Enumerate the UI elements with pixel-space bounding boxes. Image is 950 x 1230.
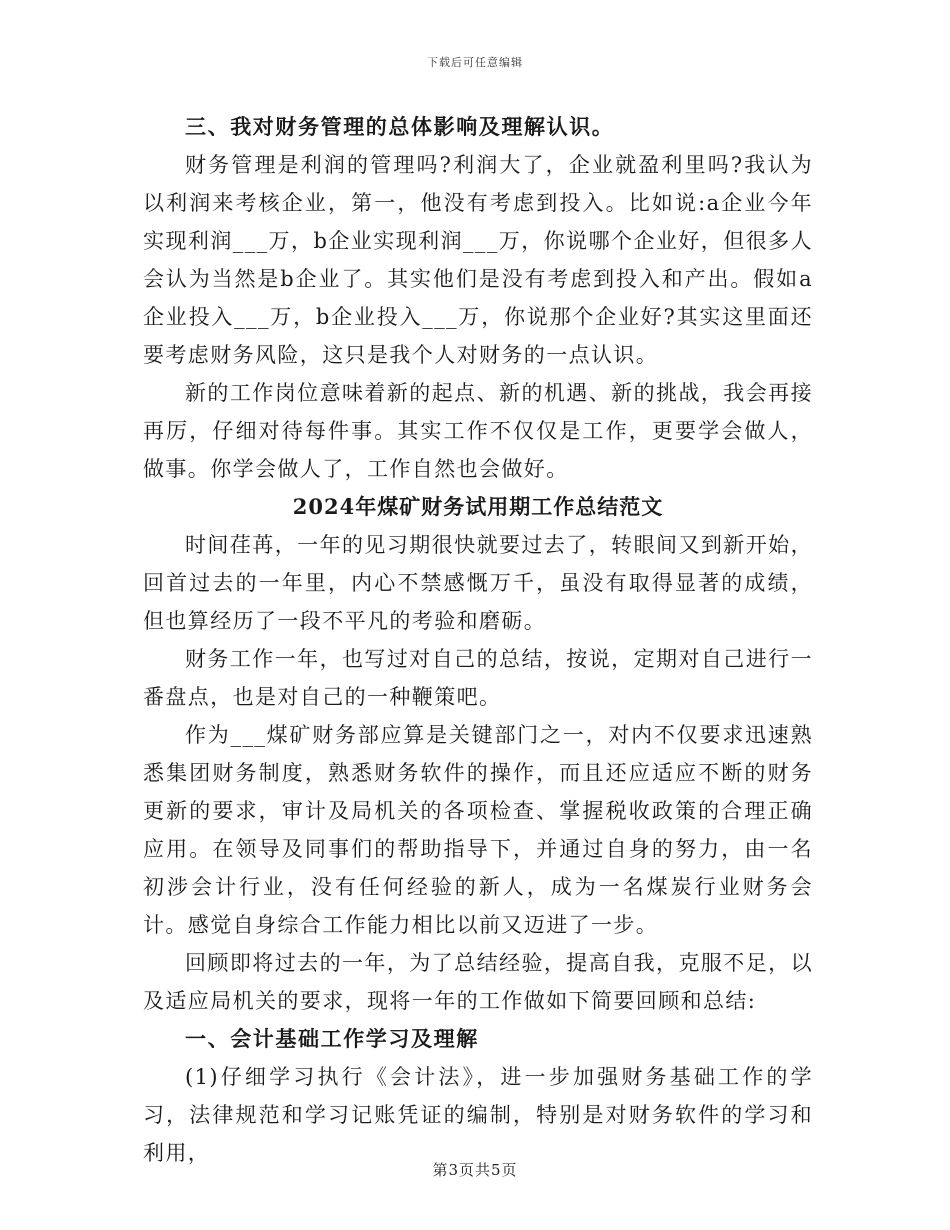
paragraph: 作为___煤矿财务部应算是关键部门之一，对内不仅要求迅速熟悉集团财务制度，熟悉财务软件的操作，而且还应适应不断的财务更新的要求，审计及局机关的各项检查、掌握税收政策的合理正确应用。在领导及同事们的帮助指导下，并通过自身的努力，由一名初涉会计行业，没有任何经验的新人，成为一名煤炭行业财务会计。感觉自身综合工作能力相比以前又迈进了一步。 (143, 723, 813, 937)
page-number: 第3页共5页 (432, 1161, 518, 1179)
document-body (143, 108, 813, 1172)
document-title: 2024年煤矿财务试用期工作总结范文 (292, 494, 664, 519)
paragraph: 时间荏苒，一年的见习期很快就要过去了，转眼间又到新开始，回首过去的一年里，内心不禁感慨万千，虽没有取得显著的成绩，但也算经历了一段不平凡的考验和磨砺。 (143, 533, 813, 633)
paragraph: 新的工作岗位意味着新的起点、新的机遇、新的挑战，我会再接再厉，仔细对待每件事。其实工作不仅仅是工作，更要学会做人，做事。你学会做人了，工作自然也会做好。 (143, 381, 813, 481)
section-heading: 三、我对财务管理的总体影响及理解认识。 (185, 114, 615, 139)
paragraph: (1)仔细学习执行《会计法》，进一步加强财务基础工作的学习，法律规范和学习记账凭证的编制，特别是对财务软件的学习和利用， (143, 1065, 813, 1165)
header-note: 下载后可任意编辑 (427, 56, 523, 69)
section-heading: 一、会计基础工作学习及理解 (185, 1026, 479, 1051)
paragraph: 回顾即将过去的一年，为了总结经验，提高自我，克服不足，以及适应局机关的要求，现将一年的工作做如下简要回顾和总结: (143, 951, 813, 1013)
paragraph: 财务管理是利润的管理吗?利润大了，企业就盈利里吗?我认为以利润来考核企业，第一，他没有考虑到投入。比如说:a企业今年实现利润___万，b企业实现利润___万，你说哪个企业好，但很多人会认为当然是b企业了。其实他们是没有考虑到投入和产出。假如a企业投入___万，b企业投入___万，你说那个企业好?其实这里面还要考虑财务风险，这只是我个人对财务的一点认识。 (143, 153, 813, 367)
paragraph: 财务工作一年，也写过对自己的总结，按说，定期对自己进行一番盘点，也是对自己的一种鞭策吧。 (143, 647, 813, 709)
